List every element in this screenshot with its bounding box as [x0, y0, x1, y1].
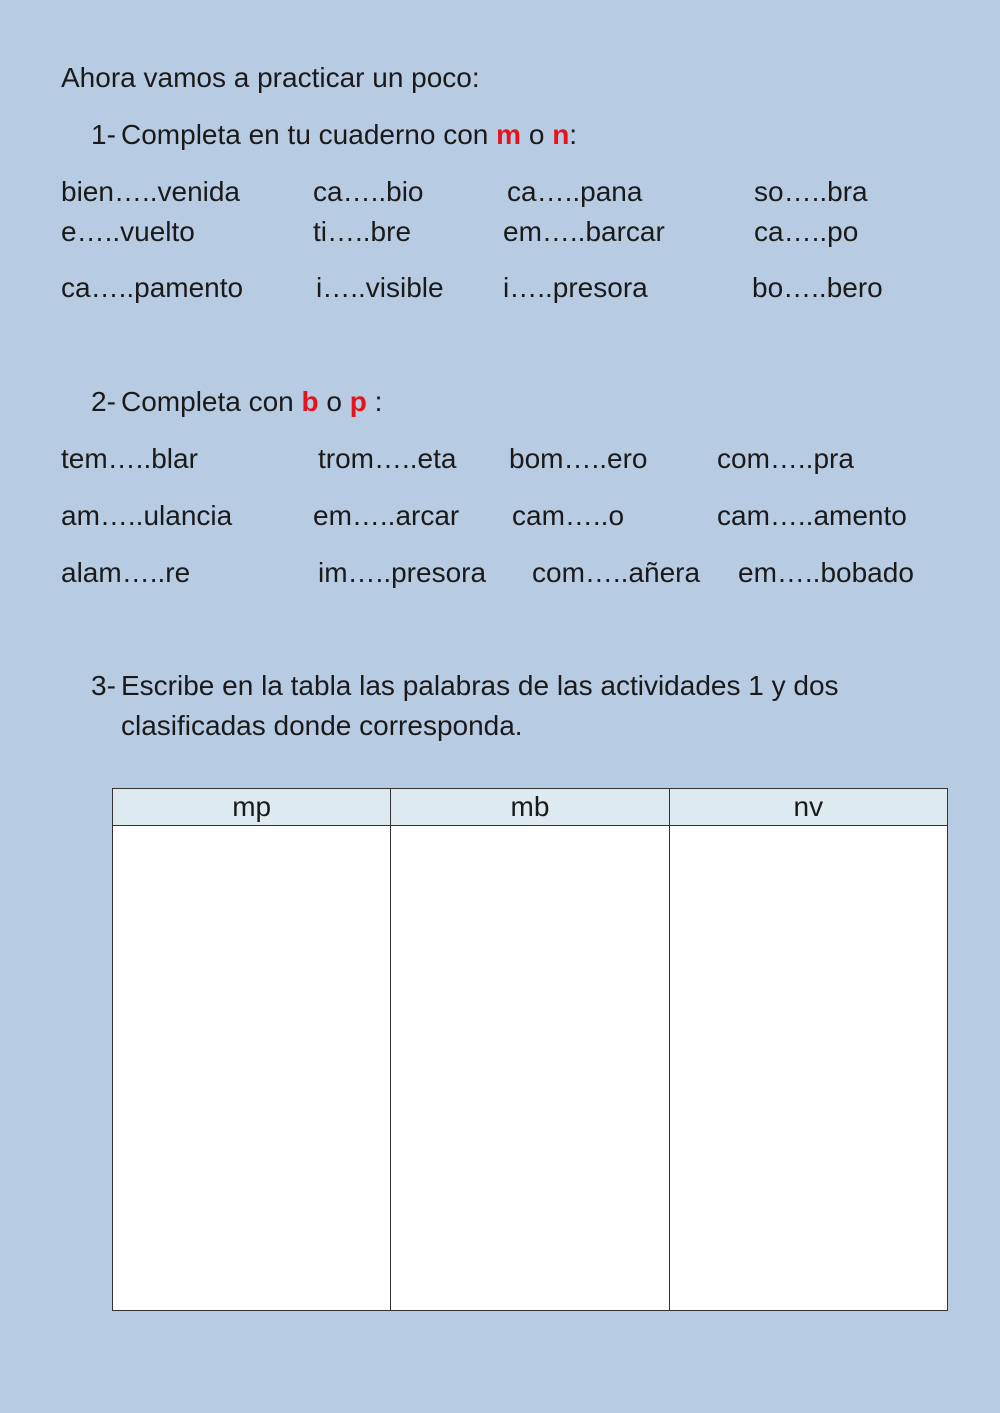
word-item: trom…..eta [318, 443, 457, 474]
word-item: tem…..blar [61, 443, 198, 474]
column-header-mb: mb [391, 789, 669, 826]
word-item: i…..visible [316, 272, 444, 303]
word-item: em…..bobado [738, 557, 914, 588]
word-item: bom…..ero [509, 443, 648, 474]
word-item: so…..bra [754, 176, 868, 207]
answer-cell-mp[interactable] [113, 826, 391, 1311]
word-item: cam…..o [512, 500, 625, 531]
answer-cell-nv[interactable] [669, 826, 947, 1311]
activity-3-title [91, 670, 839, 702]
word-item: bien…..venida [61, 176, 241, 207]
word-item: i…..presora [503, 272, 648, 303]
activity-2-connector: o [318, 386, 350, 417]
word-item: ti…..bre [313, 216, 412, 247]
word-item: com…..añera [532, 557, 701, 588]
activity-3-number: 3- [91, 670, 116, 701]
activity-1-title [91, 119, 577, 151]
word-item: ca…..bio [313, 176, 424, 207]
activity-1-prefix: Completa en tu cuaderno con [121, 119, 497, 150]
activity-2-prefix: Completa con [121, 386, 302, 417]
answer-cell-mb[interactable] [391, 826, 669, 1311]
word-item: ca…..pana [507, 176, 643, 207]
word-item: com…..pra [717, 443, 854, 474]
word-item: ca…..po [754, 216, 859, 247]
activity-2-letter-p: p [349, 386, 367, 417]
word-item: cam…..amento [717, 500, 907, 531]
word-item: bo…..bero [752, 272, 883, 303]
word-item: ca…..pamento [61, 272, 244, 303]
intro-heading: Ahora vamos a practicar un poco: [61, 62, 480, 93]
activity-1-letter-m: m [496, 119, 522, 150]
activity-2-title [91, 386, 382, 418]
activity-3-line-1: Escribe en la tabla las palabras de las actividades 1 y dos [121, 670, 839, 701]
activity-1-suffix: : [569, 119, 578, 150]
word-item: e…..vuelto [61, 216, 195, 247]
activity-1-number: 1- [91, 119, 116, 150]
table-body-row [113, 826, 948, 1311]
classification-table [112, 788, 948, 1311]
word-item: em…..arcar [313, 500, 460, 531]
activity-2-letter-b: b [301, 386, 319, 417]
activity-1-letter-n: n [552, 119, 570, 150]
word-item: alam…..re [61, 557, 191, 588]
activity-3-line-2: clasificadas donde corresponda. [121, 710, 523, 741]
word-item: im…..presora [318, 557, 487, 588]
word-item: am…..ulancia [61, 500, 233, 531]
activity-2-number: 2- [91, 386, 116, 417]
word-item: em…..barcar [503, 216, 665, 247]
column-header-mp: mp [113, 789, 391, 826]
activity-1-connector: o [521, 119, 553, 150]
table-header-row [113, 789, 948, 826]
column-header-nv: nv [669, 789, 947, 826]
activity-2-suffix: : [366, 386, 383, 417]
